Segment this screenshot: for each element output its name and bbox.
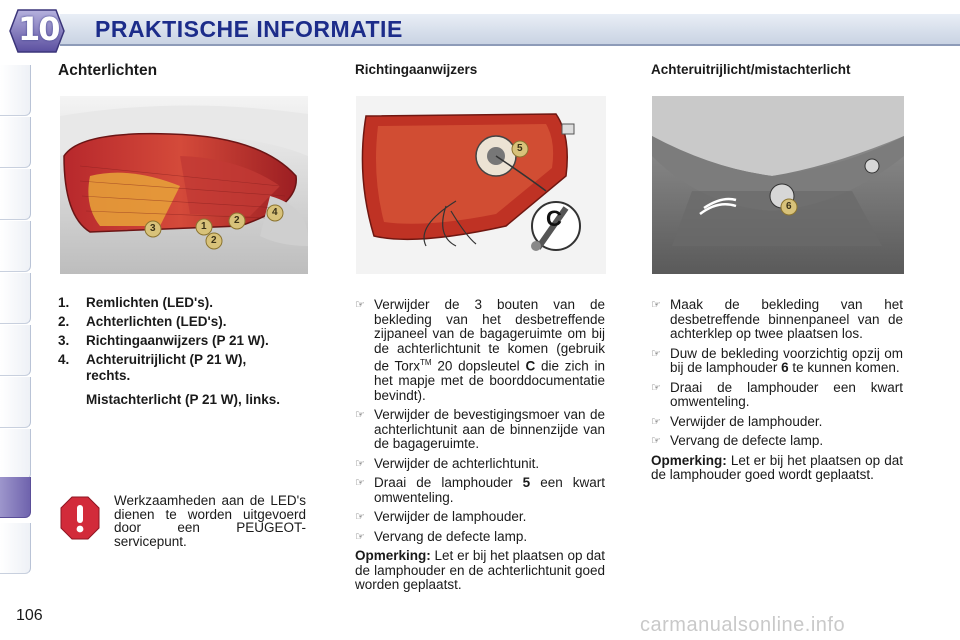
side-tab[interactable] <box>0 273 31 324</box>
callout-labels-3 <box>652 96 904 274</box>
side-tab[interactable] <box>0 65 31 116</box>
pointing-hand-icon: ☞ <box>355 457 365 470</box>
chapter-number: 10 <box>18 10 59 48</box>
callout-labels-1 <box>60 96 308 274</box>
note: Opmerking: Let er bij het plaatsen op dat de lamphouder goed wordt geplaatst. <box>651 452 903 482</box>
callout-label-c: C <box>546 206 562 231</box>
legend-item: 2. Achterlichten (LED's). <box>58 314 227 329</box>
callout-label: 2 <box>234 215 240 226</box>
step-item: ☞ Verwijder de bevestigingsmoer van de achterlichtunit aan de binnenzijde van de bagageruimte. <box>355 407 605 451</box>
pointing-hand-icon: ☞ <box>651 299 661 311</box>
side-tab[interactable] <box>0 221 31 272</box>
indicator-steps <box>355 298 605 593</box>
side-tab[interactable] <box>0 377 31 428</box>
page-number: 106 <box>16 607 43 624</box>
pointing-hand-icon: ☞ <box>355 530 365 543</box>
side-tabs <box>0 65 30 585</box>
side-tab[interactable] <box>0 523 31 574</box>
side-tab[interactable] <box>0 325 31 376</box>
side-tab[interactable] <box>0 169 31 220</box>
side-tab[interactable] <box>0 117 31 168</box>
legend-list <box>58 295 318 411</box>
legend-item: 1. Remlichten (LED's). <box>58 295 213 310</box>
note: Opmerking: Let er bij het plaatsen op dat de lamphouder en de achterlichtunit goed worden geplaatst. <box>355 548 605 592</box>
callout-label: 3 <box>150 223 156 234</box>
step-item: ☞ Verwijder de 3 bouten van de bekleding van het desbetreffende zijpaneel van de bagageruimte om bij de achterlichtunit te komen (gebruik de Torx™ 20 dopsleutel C die zich in het mapje met de boorddocumentatie bevindt). <box>355 297 605 403</box>
step-item: ☞ Verwijder de lamphouder. <box>651 413 823 429</box>
step-item: ☞ Vervang de defecte lamp. <box>651 433 824 448</box>
pointing-hand-icon: ☞ <box>651 381 661 394</box>
step-item: ☞ Vervang de defecte lamp. <box>355 528 528 544</box>
legend-item: 3. Richtingaanwijzers (P 21 W). <box>58 333 269 348</box>
legend-item: 4. Achteruitrijlicht (P 21 W), rechts. <box>58 352 247 383</box>
pointing-hand-icon: ☞ <box>355 477 365 489</box>
pointing-hand-icon: ☞ <box>651 435 661 447</box>
warning-text: Werkzaamheden aan de LED's dienen te worden uitgevoerd door een PEUGEOT-servicepunt. <box>114 493 306 549</box>
page-header <box>0 0 960 50</box>
pointing-hand-icon: ☞ <box>355 409 365 421</box>
step-item: ☞ Draai de lamphouder een kwart omwenteling. <box>651 379 903 409</box>
warning-icon <box>60 496 100 540</box>
callout-labels-2 <box>356 96 606 274</box>
callout-label: 6 <box>786 201 792 212</box>
step-item: ☞ Draai de lamphouder 5 een kwart omwenteling. <box>355 475 605 505</box>
reverse-light-steps <box>651 298 903 483</box>
side-tab-active[interactable] <box>0 477 31 518</box>
step-item: ☞ Verwijder de lamphouder. <box>355 509 527 524</box>
side-tab[interactable] <box>0 429 31 480</box>
step-item: ☞ Verwijder de achterlichtunit. <box>355 455 540 471</box>
watermark: carmanualsonline.info <box>640 614 846 636</box>
callout-label: 2 <box>211 235 217 246</box>
legend-extra: Mistachterlicht (P 21 W), links. <box>86 392 281 407</box>
callout-label: 1 <box>201 221 207 232</box>
pointing-hand-icon: ☞ <box>355 299 365 311</box>
step-item: ☞ Duw de bekleding voorzichtig opzij om bij de lamphouder 6 te kunnen komen. <box>651 345 903 375</box>
callout-label: 4 <box>272 207 278 218</box>
section-title-achteruitrijlicht: Achteruitrijlicht/mistachterlicht <box>651 62 851 77</box>
warning-box <box>60 488 310 548</box>
callout-label: 5 <box>517 143 523 154</box>
pointing-hand-icon: ☞ <box>651 415 661 428</box>
pointing-hand-icon: ☞ <box>355 511 365 523</box>
page-title: PRAKTISCHE INFORMATIE <box>95 16 403 42</box>
step-item: ☞ Maak de bekleding van het desbetreffende binnenpaneel van de achterklep op twee plaatsen los. <box>651 297 903 341</box>
pointing-hand-icon: ☞ <box>651 347 661 360</box>
section-title-achterlichten: Achterlichten <box>58 62 158 79</box>
section-title-richtingaanwijzers: Richtingaanwijzers <box>355 62 478 77</box>
